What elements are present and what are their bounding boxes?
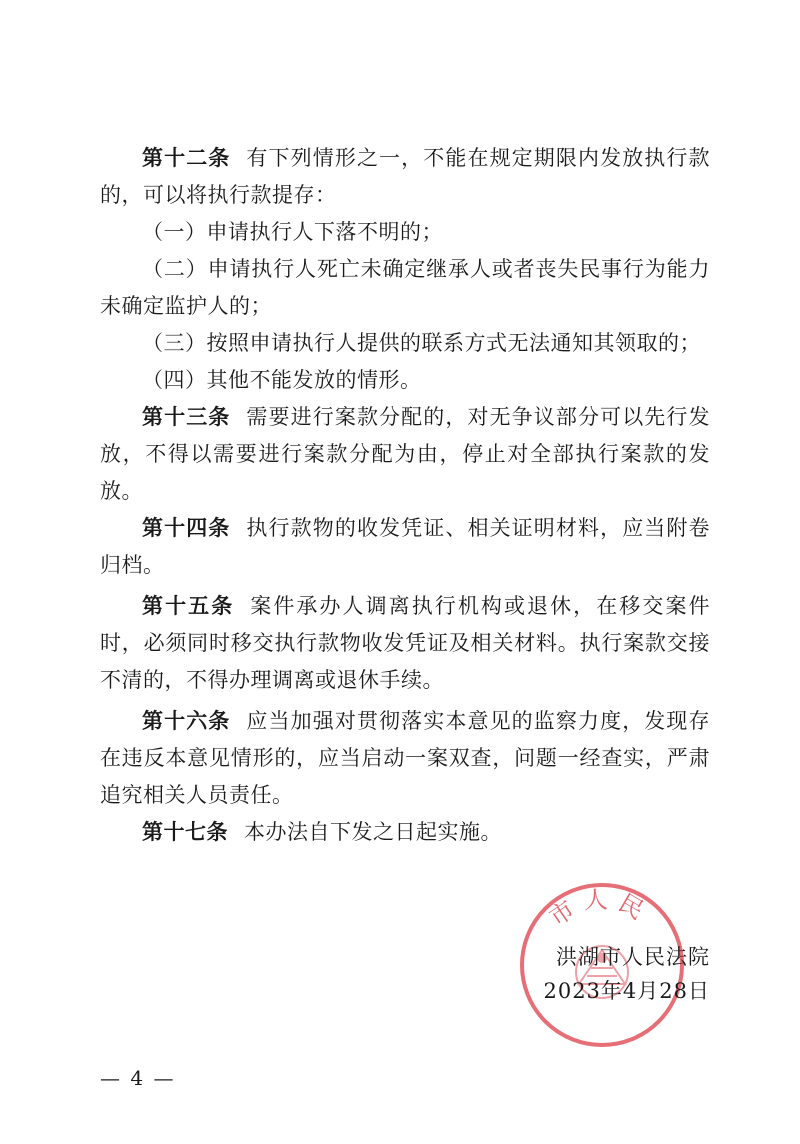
signature-block	[520, 940, 710, 1008]
article-number: 第十二条	[142, 146, 231, 170]
issuer-name: 洪湖市人民法院	[556, 945, 710, 969]
article-number: 第十五条	[142, 594, 235, 618]
article-13	[100, 399, 710, 510]
article-number: 第十六条	[142, 709, 231, 733]
issue-date: 2023年4月28日	[543, 979, 710, 1003]
article-number: 第十七条	[142, 820, 228, 844]
article-text: 应当加强对贯彻落实本意见的监察力度，发现存在违反本意见情形的，应当启动一案双查，问题一经查实，严肃追究相关人员责任。	[100, 709, 711, 807]
article-number: 第十三条	[142, 405, 231, 429]
article-text: 案件承办人调离执行机构或退休，在移交案件时，必须同时移交执行款物收发凭证及相关材料。执行案款交接不清的，不得办理调离或退休手续。	[100, 594, 711, 692]
article-number: 第十四条	[142, 516, 231, 540]
article-15	[100, 588, 710, 699]
page-number: — 4 —	[100, 1066, 176, 1090]
article-16	[100, 703, 710, 814]
article-12-item-1: （一）申请执行人下落不明的；	[142, 220, 443, 244]
article-text: 有下列情形之一，不能在规定期限内发放执行款的，可以将执行款提存：	[100, 146, 711, 207]
document-body	[100, 140, 710, 851]
article-text: 需要进行案款分配的，对无争议部分可以先行发放，不得以需要进行案款分配为由，停止对全部执行案款的发放。	[100, 405, 711, 503]
article-12-item-4: （四）其他不能发放的情形。	[142, 368, 422, 392]
article-17	[100, 814, 710, 851]
article-12-item-2: （二）申请执行人死亡未确定继承人或者丧失民事行为能力未确定监护人的；	[100, 257, 710, 318]
article-14	[100, 510, 710, 584]
article-text: 本办法自下发之日起实施。	[244, 820, 502, 844]
seal-text: 市人民	[544, 885, 656, 932]
article-text: 执行款物的收发凭证、相关证明材料，应当附卷归档。	[100, 516, 711, 577]
article-12	[100, 140, 710, 214]
article-12-item-3: （三）按照申请执行人提供的联系方式无法通知其领取的；	[142, 331, 701, 355]
